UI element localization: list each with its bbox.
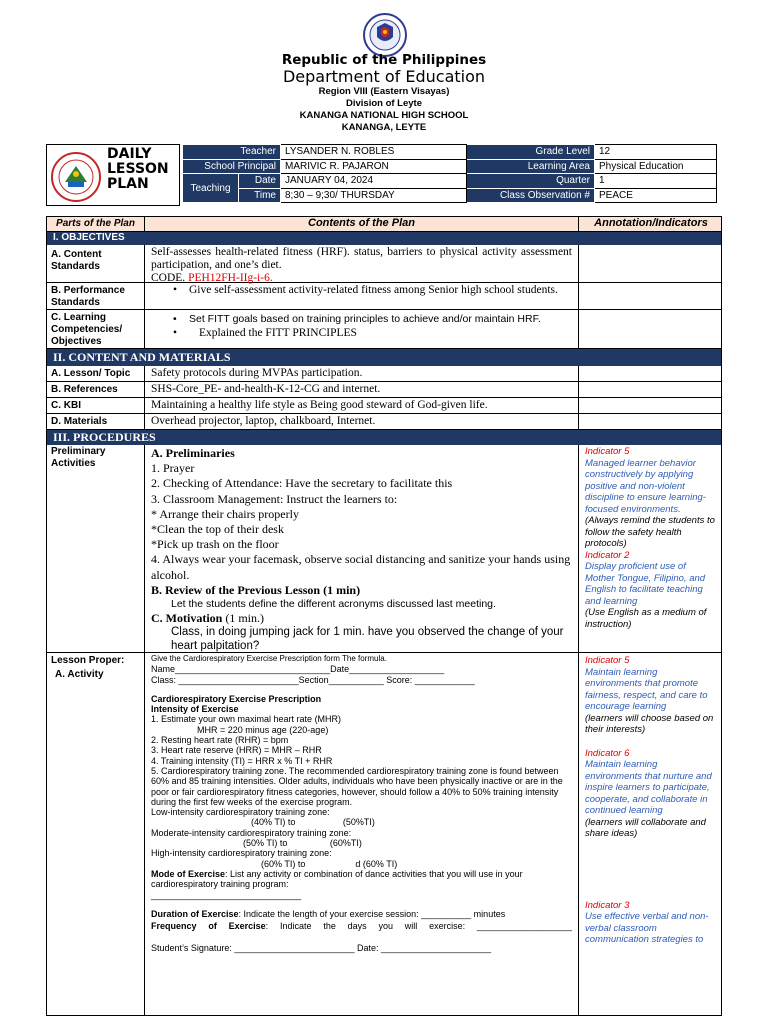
quarter-value: 1 <box>595 174 717 189</box>
area-label: Learning Area <box>467 159 595 174</box>
section-procedures: III. PROCEDURES <box>47 430 722 445</box>
content-standards-label: A. Content Standards <box>47 245 145 283</box>
content-standards-annotation <box>579 245 722 283</box>
materials-text: Overhead projector, laptop, chalkboard, Internet. <box>145 414 579 430</box>
dlp-title: DAILY LESSON PLAN <box>107 146 169 192</box>
section-content-materials: II. CONTENT AND MATERIALS <box>47 349 722 366</box>
materials-annotation <box>579 414 722 430</box>
principal-label: School Principal <box>183 159 281 174</box>
section-objectives: I. OBJECTIVES <box>47 232 722 245</box>
date-label: Date <box>239 174 281 189</box>
principal-value: MARIVIC R. PAJARON <box>281 159 467 174</box>
deped-seal <box>357 13 413 57</box>
learning-competencies-label: C. Learning Competencies/ Objectives <box>47 310 145 349</box>
teacher-label: Teacher <box>183 145 281 160</box>
school-logo-icon <box>51 152 101 202</box>
performance-standards-annotation <box>579 283 722 310</box>
school-name: KANANGA NATIONAL HIGH SCHOOL <box>299 110 469 121</box>
activity-worksheet: Give the Cardiorespiratory Exercise Prescription form The formula. Name_______________________________Date___________________ Class: ________________________Section___________ Score: ____________ Cardiorespiratory Exercise Prescription Intensity of Exercise 1. Estimate your own maximal heart rate (MHR) MHR = 220 minus age (220-age) 2. Resting heart rate (RHR) = bpm 3. Heart rate reserve (HRR) = MHR – RHR 4. Training intensity (TI) = HRR x % TI + RHR 5. Cardiorespiratory training zone. The recommended cardiorespiratory training zone is found between 60% and 85 training intensities. Older adults, individuals who have been physically inactive or are in the poor or fair cardiorespiratory fitness categories, however, should follow a 40% to 50% training intensity during the first few weeks of the exercise program. Low-intensity cardiorespiratory training zone: (40% TI) to (50%TI) Moderate-intensity cardiorespiratory training zone: (50% TI) to (60%TI) High-intensity cardiorespiratory training zone: (60% TI) to d (60% TI) Mode of Exercise: List any activity or combination of dance activities that you will use in your cardiorespiratory training program: ______________________________ Duration of Exercise: Indicate the length of your exercise session: __________ minutes Frequency of Exercise: Indicate the days you will exercise: ___________________ Student’s Signature: ________________________ Date: ______________________ <box>145 653 579 1016</box>
kbi-label: C. KBI <box>47 398 145 414</box>
lesson-proper-label: Lesson Proper: A. Activity <box>47 653 145 1016</box>
dlp-logo-box <box>46 144 180 206</box>
grade-label: Grade Level <box>467 145 595 160</box>
observation-label: Class Observation # <box>467 188 595 203</box>
learning-competencies-annotation <box>579 310 722 349</box>
materials-label: D. Materials <box>47 414 145 430</box>
col-header-contents: Contents of the Plan <box>145 217 579 232</box>
lesson-plan-table <box>46 216 722 1016</box>
division-text: Division of Leyte <box>345 98 422 109</box>
references-text: SHS-Core_PE- and-health-K-12-CG and internet. <box>145 382 579 398</box>
teacher-info-table <box>182 144 717 203</box>
lesson-topic-label: A. Lesson/ Topic <box>47 366 145 382</box>
kbi-text: Maintaining a healthy life style as Being good steward of God-given life. <box>145 398 579 414</box>
area-value: Physical Education <box>595 159 717 174</box>
school-location: KANANGA, LEYTE <box>341 122 427 133</box>
lesson-topic-text: Safety protocols during MVPAs participation. <box>145 366 579 382</box>
time-value: 8;30 – 9;30/ THURSDAY <box>281 188 467 203</box>
date-value: JANUARY 04, 2024 <box>281 174 467 189</box>
observation-value: PEACE <box>595 188 717 203</box>
performance-standards-label: B. Performance Standards <box>47 283 145 310</box>
grade-value: 12 <box>595 145 717 160</box>
content-standards-text: Self-assesses health-related fitness (HRF). status, barriers to physical activity assessment participation, and one’s diet. CODE. PEH12FH-IIg-i-6. <box>145 245 579 283</box>
lesson-topic-annotation <box>579 366 722 382</box>
learning-competencies-text: • Set FITT goals based on training principles to achieve and/or maintain HRF. • Explained the FITT PRINCIPLES <box>145 310 579 349</box>
col-header-annotation: Annotation/Indicators <box>579 217 722 232</box>
references-label: B. References <box>47 382 145 398</box>
kbi-annotation <box>579 398 722 414</box>
activity-indicators: Indicator 5 Maintain learning environments that promote fairness, respect, and care to encourage learning (learners will choose based on their interests) Indicator 6 Maintain learning environments that nurture and inspire learners to participate, cooperate, and collaborate in continued learning (learners will collaborate and share ideas) Indicator 3 Use effective verbal and non-verbal classroom communication strategies to <box>585 655 714 945</box>
quarter-label: Quarter <box>467 174 595 189</box>
region-text: Region VIII (Eastern Visayas) <box>318 86 450 97</box>
references-annotation <box>579 382 722 398</box>
preliminary-activities-label: Preliminary Activities <box>47 445 145 653</box>
teacher-value: LYSANDER N. ROBLES <box>281 145 467 160</box>
col-header-parts: Parts of the Plan <box>47 217 145 232</box>
republic-heading: Republic of the Philippines <box>281 52 487 68</box>
time-label: Time <box>239 188 281 203</box>
teaching-label: Teaching <box>183 174 239 203</box>
preliminary-indicators: Indicator 5 Managed learner behavior constructively by applying positive and non-violent discipline to ensure learning-focused environments. (Always remind the students to follow the safety health protocols) Indicator 2 Display proficient use of Mother Tongue, Filipino, and English to facilitate teaching and learning (Use English as a medium of instruction) <box>579 445 722 653</box>
preliminary-activities-text: A. Preliminaries 1. Prayer 2. Checking of Attendance: Have the secretary to facilitate this 3. Classroom Management: Instruct the learners to: * Arrange their chairs properly *Clean the top of their desk *Pick up trash on the floor 4. Always wear your facemask, observe social distancing and sanitize your hands using alcohol. B. Review of the Previous Lesson (1 min) Let the students define the different acronyms discussed last meeting. C. Motivation (1 min.) Class, in doing jumping jack for 1 min. have you observed the change of your heart palpitation? <box>145 445 579 653</box>
department-heading: Department of Education <box>282 67 486 86</box>
performance-standards-text: • Give self-assessment activity-related fitness among Senior high school students. <box>145 283 579 310</box>
